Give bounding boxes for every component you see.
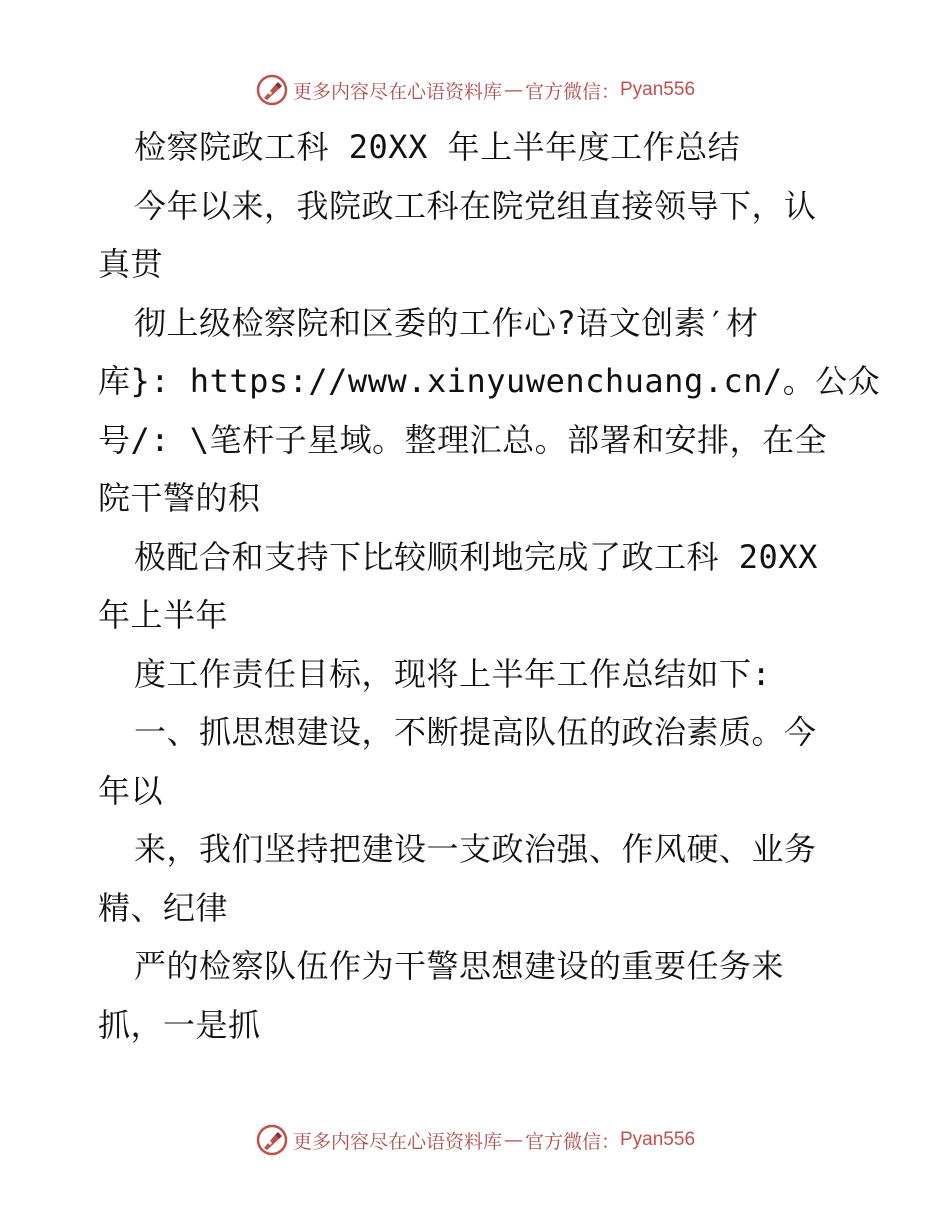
text-line: 库}: https://www.xinyuwenchuang.cn/。公众 — [98, 362, 881, 400]
text-line: 真贯 — [98, 245, 164, 283]
text-line: 院干警的积 — [98, 479, 261, 517]
text-line: 年以 — [98, 771, 164, 810]
text-line: 严的检察队伍作为干警思想建设的重要任务来 — [134, 947, 785, 985]
pen-nib-logo-icon — [255, 1123, 289, 1157]
document-body — [98, 118, 881, 1054]
text-line: 度工作责任目标，现将上半年工作总结如下: — [134, 654, 772, 693]
text-line: 极配合和支持下比较顺利地完成了政工科 20XX — [134, 537, 818, 576]
banner-wechat-label: 官方微信： — [524, 80, 620, 103]
banner-account-id: Pyan556 — [620, 79, 696, 100]
text-line: 来，我们坚持把建设一支政治强、作风硬、业务 — [134, 830, 817, 868]
banner-brand-text: 更多内容尽在心语资料库 — [292, 1130, 502, 1153]
banner-wechat-label: 官方微信： — [524, 1130, 620, 1153]
document-title: 检察院政工科 20XX 年上半年度工作总结 — [134, 128, 741, 166]
pen-nib-logo-icon — [255, 73, 289, 107]
banner-separator: — — [503, 79, 523, 101]
banner-separator: — — [503, 1129, 523, 1151]
footer-banner[interactable] — [0, 1120, 950, 1160]
text-line: 抓，一是抓 — [98, 1005, 261, 1044]
section-heading-line: 一、抓思想建设，不断提高队伍的政治素质。今 — [134, 713, 817, 751]
banner-brand-text: 更多内容尽在心语资料库 — [292, 80, 502, 103]
text-line: 号/: \笔杆子星域。整理汇总。部署和安排，在全 — [98, 420, 828, 459]
banner-account-id: Pyan556 — [620, 1129, 696, 1150]
header-banner[interactable] — [0, 70, 950, 110]
text-line: 今年以来，我院政工科在院党组直接领导下，认 — [134, 186, 817, 225]
text-line: 彻上级检察院和区委的工作心?语文创素′材 — [134, 303, 759, 342]
text-line: 精、纪律 — [98, 888, 229, 927]
text-line: 年上半年 — [98, 596, 229, 634]
